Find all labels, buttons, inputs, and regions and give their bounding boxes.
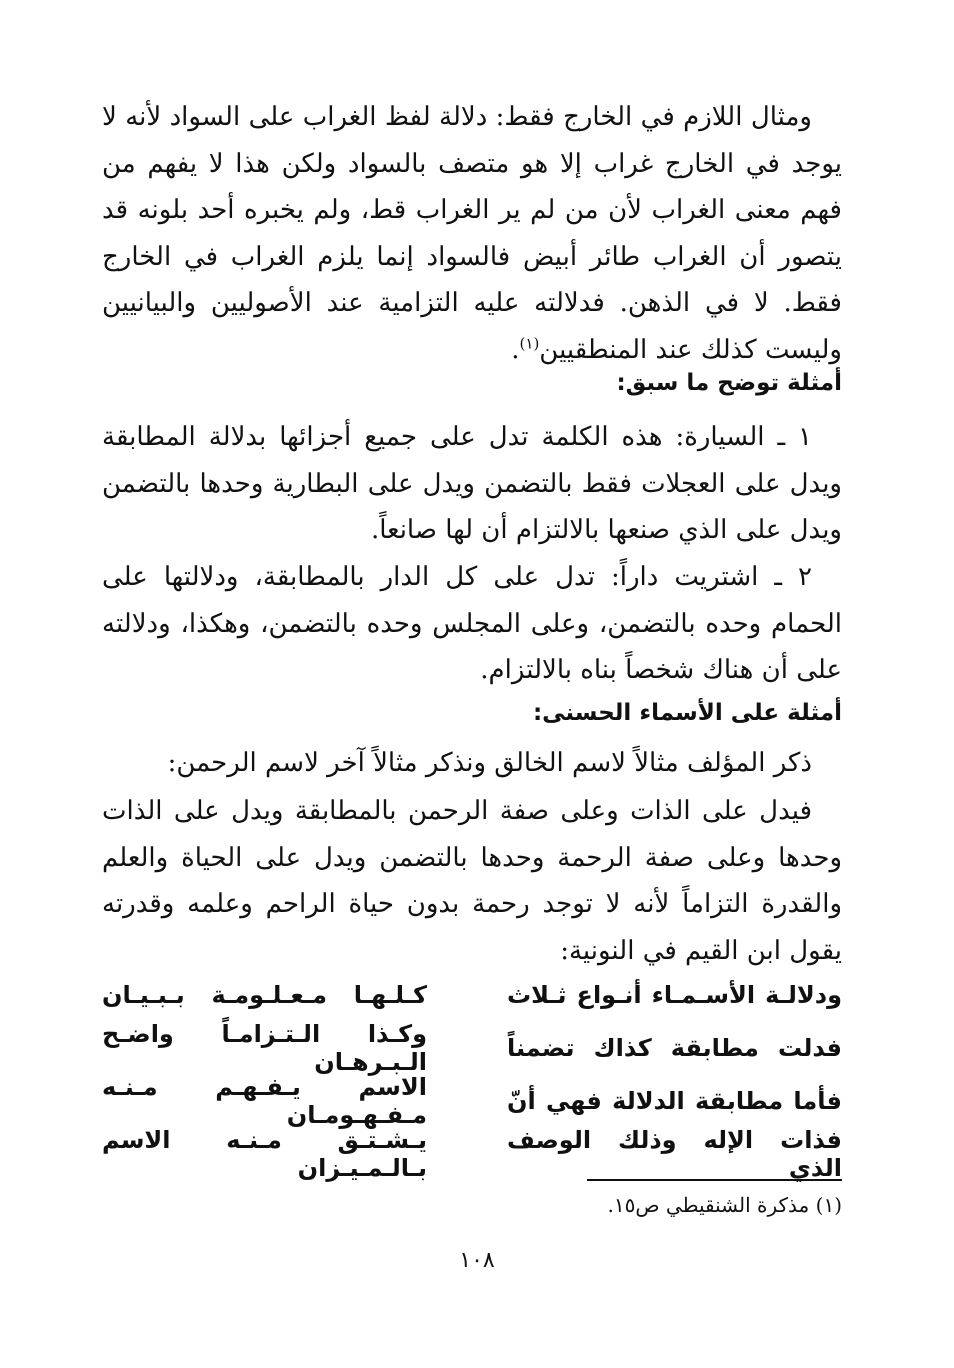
poem-hemistich-second: وكـذا الـتـزامـاً واضـح الـبـرهـان: [102, 1019, 427, 1076]
poem-hemistich-first: فأما مطابقة الدلالة فهي أنّ: [507, 1086, 842, 1115]
example-item-2: [102, 554, 842, 694]
poem-hemistich-second: يـشـتـق مـنـه الاسم بـالـمـيـزان: [102, 1125, 427, 1182]
poem-line: [102, 1074, 842, 1127]
section-heading-names: أمثلة على الأسماء الحسنى:: [532, 700, 842, 726]
poem-line: [102, 1127, 842, 1180]
poem-hemistich-first: فذات الإله وذلك الوصف الذي: [507, 1125, 842, 1182]
names-paragraph-1: ذكر المؤلف مثالاً لاسم الخالق ونذكر مثالاً آخر لاسم الرحمن:: [167, 748, 812, 778]
intro-text: ومثال اللازم في الخارج فقط: دلالة لفظ الغراب على السواد لأنه لا يوجد في الخارج غراب إلا هو متصف بالسواد ولكن هذا لا يفهم من فهم معنى الغراب لأن من لم ير الغراب قط، ولم يخبره أحد بلونه قد يتصور أن الغراب طائر أبيض فالسواد إنما يلزم الغراب في الخارج فقط. لا في الذهن. فدلالته عليه التزامية عند الأصوليين والبيانيين وليست كذلك عند المنطقيين: [102, 102, 842, 365]
footnote: (١) مذكرة الشنقيطي ص١٥.: [607, 1193, 842, 1217]
poem-hemistich-second: كـلـهـا مـعـلـومـة بـبـيـان: [102, 980, 427, 1009]
names-paragraph-2: فيدل على الذات وعلى صفة الرحمن بالمطابقة ويدل على الذات وحدها وعلى صفة الرحمة وحدها بالتضمن ويدل على الحياة والعلم والقدرة التزاماً لأنه لا توجد رحمة بدون حياة الراحم وعلمه وقدرته يقول ابن القيم في النونية:: [102, 796, 842, 966]
example-car: ١ ـ السيارة: هذه الكلمة تدل على جميع أجزائها بدلالة المطابقة ويدل على العجلات فقط بالتضمن ويدل على البطارية وحدها بالتضمن ويدل على الذي صنعها بالالتزام أن لها صانعاً.: [102, 422, 842, 545]
footnote-divider: [587, 1179, 842, 1181]
poem-line: [102, 968, 842, 1021]
section-heading-examples: أمثلة توضح ما سبق:: [616, 370, 842, 396]
intro-end: .: [511, 334, 520, 365]
example-item-1: [102, 414, 842, 554]
poem-hemistich-first: فدلت مطابقة كذاك تضمناً: [507, 1033, 842, 1062]
poem-line: [102, 1021, 842, 1074]
poem: [102, 968, 842, 1180]
poem-hemistich-second: الاسم يـفـهـم مـنـه مـفـهـومـان: [102, 1072, 427, 1129]
example-house: ٢ ـ اشتريت داراً: تدل على كل الدار بالمطابقة، ودلالتها على الحمام وحده بالتضمن، وعلى المجلس وحده بالتضمن، وهكذا، ودلالته على أن هناك شخصاً بناه بالالتزام.: [102, 562, 842, 685]
poem-hemistich-first: ودلالـة الأسـمـاء أنـواع ثـلاث: [507, 980, 842, 1009]
names-intro: [102, 740, 842, 787]
footnote-reference: (١): [519, 333, 540, 352]
intro-paragraph: [102, 94, 842, 373]
page-number: ١٠٨: [459, 1248, 495, 1273]
names-body: [102, 788, 842, 974]
